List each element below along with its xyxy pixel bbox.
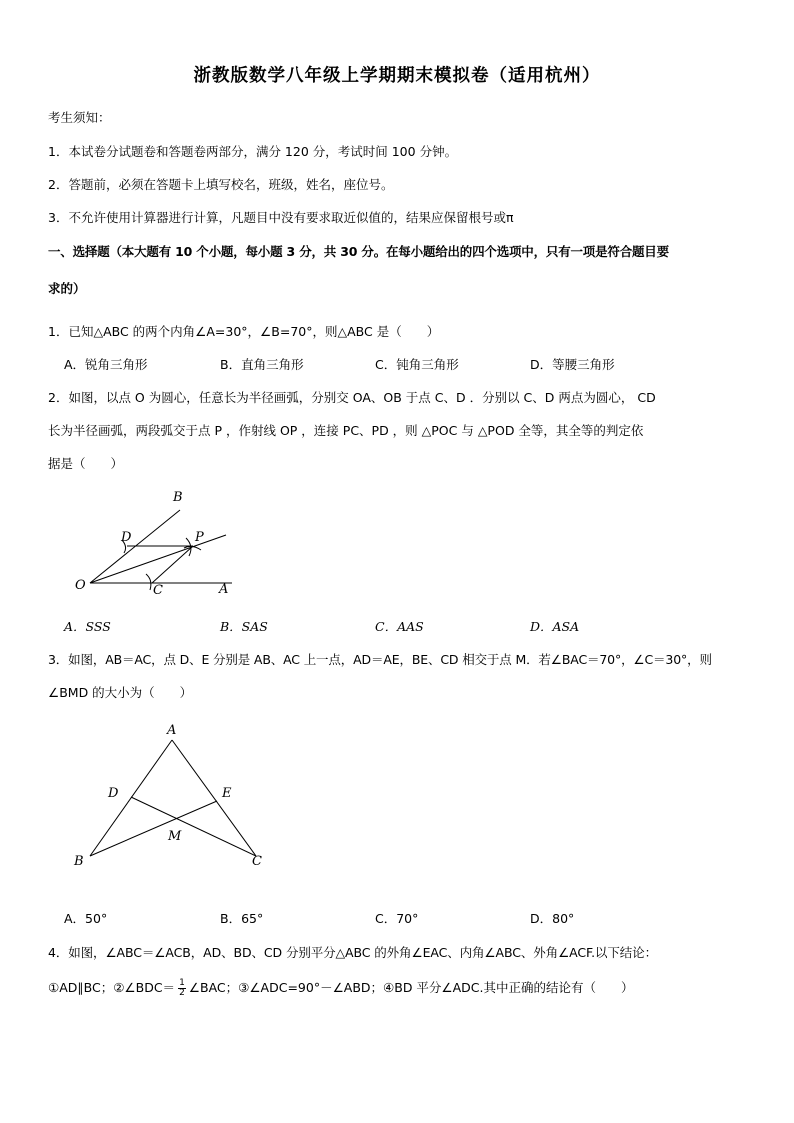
q2-label-d: D [121,530,132,545]
q3-figure [80,730,280,880]
q3-option-a[interactable]: A．50° [64,911,108,926]
q4-line2-part1: ①AD∥BC；②∠BDC＝ [48,980,176,995]
q2-option-a[interactable]: A．SSS [64,619,111,634]
arc-p-2 [184,546,201,550]
q3-label-d: D [108,786,119,801]
q1-option-d[interactable]: D．等腰三角形 [530,357,615,372]
section-heading-line1: 一、选择题（本大题有 10 个小题，每小题 3 分，共 30 分。在每小题给出的四个选项中，只有一项是符合题目要 [48,244,669,259]
q4-line2-part2: ∠BAC；③∠ADC=90°－∠ABD；④BD 平分∠ADC.其中正确的结论有（ ） [188,980,634,995]
q2-option-c[interactable]: C．AAS [375,619,424,634]
q3-option-c[interactable]: C．70° [375,911,419,926]
q3-stem-line2: ∠BMD 的大小为（ ） [48,685,193,700]
q2-label-c: C [153,583,163,598]
q3-label-m: M [168,829,182,844]
q2-label-b: B [173,490,183,505]
fraction-numerator: 1 [179,978,185,988]
section-heading-line2: 求的） [48,281,86,296]
q2-option-d[interactable]: D．ASA [530,619,580,634]
q3-label-c: C [252,854,262,869]
q3-label-b: B [74,854,84,869]
ray-op [90,535,226,583]
q3-option-d[interactable]: D．80° [530,911,575,926]
q1-option-c[interactable]: C．钝角三角形 [375,357,459,372]
notice-item-3: 3．不允许使用计算器进行计算，凡题目中没有要求取近似值的，结果应保留根号或π [48,210,514,225]
q2-stem-line3: 据是（ ） [48,456,124,471]
q1-option-b[interactable]: B．直角三角形 [220,357,304,372]
q3-label-e: E [222,786,232,801]
q2-option-b[interactable]: B．SAS [220,619,268,634]
q3-stem-line1: 3．如图，AB＝AC，点 D、E 分别是 AB、AC 上一点，AD＝AE，BE、CD 相交于点 M．若∠BAC＝70°，∠C＝30°，则 [48,652,712,667]
notice-heading: 考生须知： [48,110,111,125]
q2-stem-line1: 2．如图，以点 O 为圆心，任意长为半径画弧，分别交 OA、OB 于点 C、D ．分别以 C、D 两点为圆心， CD [48,390,656,405]
side-ac [172,740,256,856]
q1-stem: 1．已知△ABC 的两个内角∠A=30°，∠B=70°，则△ABC 是（ ） [48,324,440,339]
q2-label-o: O [75,578,86,593]
notice-item-2: 2．答题前，必须在答题卡上填写校名，班级，姓名，座位号。 [48,177,394,192]
page-title: 浙教版数学八年级上学期期末模拟卷（适用杭州） [193,66,601,86]
half-fraction [178,979,186,998]
notice-item-1: 1．本试卷分试题卷和答题卷两部分，满分 120 分，考试时间 100 分钟。 [48,144,458,159]
segment-pc [152,546,193,583]
q3-label-a: A [167,723,177,738]
q2-label-p: P [195,530,204,545]
q1-option-a[interactable]: A．锐角三角形 [64,357,148,372]
q4-stem-line2 [48,978,634,998]
q2-label-a: A [219,582,229,597]
q2-stem-line2: 长为半径画弧，两段弧交于点 P ，作射线 OP ，连接 PC、PD ，则 △POC 与 △POD 全等，其全等的判定依 [48,423,644,438]
q4-stem-line1: 4．如图，∠ABC＝∠ACB，AD、BD、CD 分别平分△ABC 的外角∠EAC、内角∠ABC、外角∠ACF.以下结论： [48,945,657,960]
fraction-denominator: 2 [179,988,185,998]
arc-at-c [146,574,151,590]
q3-option-b[interactable]: B．65° [220,911,264,926]
segment-cd [131,797,256,856]
